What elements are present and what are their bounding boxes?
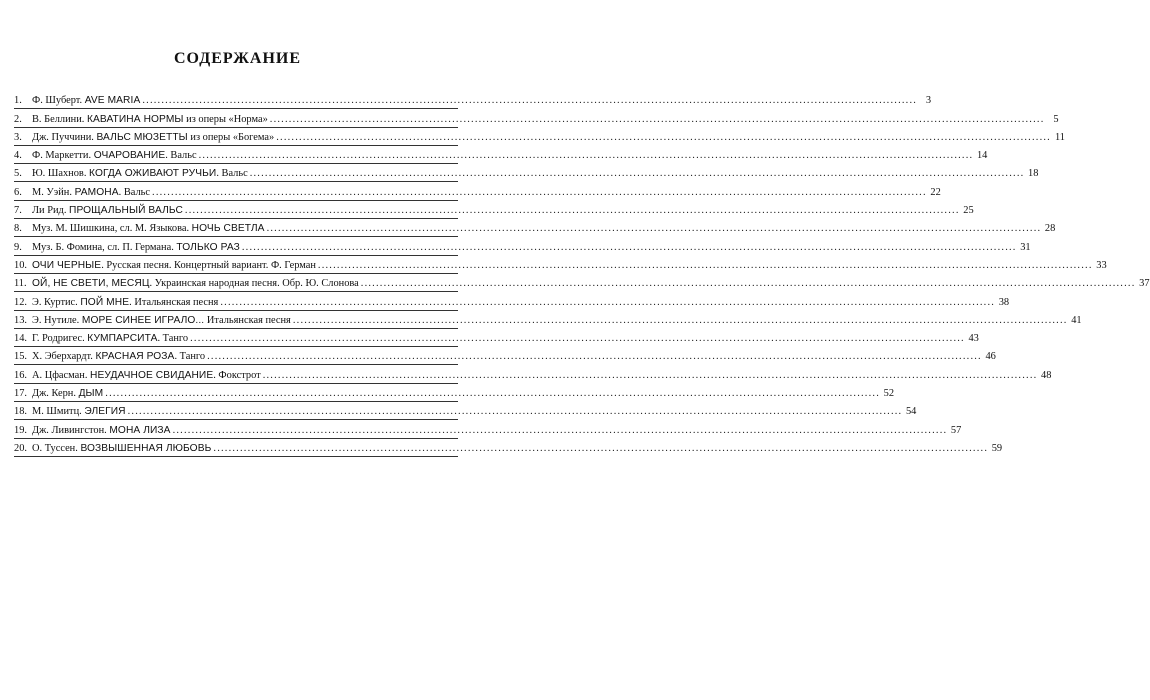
- toc-entry-leader-dots: ............................................................................................................................................................................................................: [262, 369, 1038, 381]
- toc-entry-work-title: ОЧАРОВАНИЕ: [93, 150, 166, 162]
- toc-entry-text: [32, 205, 183, 217]
- toc-entry-text: [32, 425, 171, 437]
- toc-entry-19: [14, 420, 962, 438]
- toc-entry-page-number: 46: [985, 351, 996, 363]
- toc-entry-composer: О. Туссен.: [32, 442, 81, 454]
- toc-entry-page-number: 37: [1139, 278, 1150, 290]
- toc-entry-page-number: 41: [1071, 314, 1082, 326]
- toc-entry-8: [14, 219, 1056, 237]
- toc-entry-18: [14, 402, 917, 420]
- toc-entry-work-title: ПРОЩАЛЬНЫЙ ВАЛЬС: [69, 205, 183, 217]
- toc-entry-5: [14, 164, 1039, 182]
- toc-entry-work-title: AVE MARIA: [84, 95, 141, 107]
- toc-entry-page-number: 3: [925, 95, 932, 107]
- toc-entry-description: . Итальянская песня: [129, 296, 219, 308]
- toc-entry-leader-dots: ............................................................................................................................................................................................................: [213, 442, 989, 454]
- toc-entry-work-title: МОРЕ СИНЕЕ ИГРАЛО...: [81, 314, 205, 326]
- toc-entry-work-title: КРАСНАЯ РОЗА: [95, 351, 175, 363]
- toc-entry-text: [32, 297, 218, 309]
- toc-entry-work-title: ПОЙ МНЕ: [80, 296, 130, 308]
- toc-entry-work-title: НОЧЬ СВЕТЛА: [191, 223, 265, 235]
- toc-entry-2: [14, 109, 1059, 127]
- toc-entry-description: . Танго: [174, 351, 206, 363]
- toc-entry-leader-dots: ............................................................................................................................................................................................................: [190, 333, 965, 345]
- toc-entry-number: 5.: [14, 168, 22, 180]
- toc-entry-text: [32, 168, 248, 180]
- toc-entry-3: [14, 128, 1065, 146]
- toc-entry-number: 7.: [14, 205, 22, 217]
- toc-entry-7: [14, 201, 974, 219]
- toc-entry-description: . Танго: [157, 333, 189, 345]
- toc-entry-page-number: 18: [1028, 168, 1039, 180]
- toc-entry-leader-dots: ............................................................................................................................................................................................................: [276, 131, 1051, 143]
- toc-entry-work-title: ВАЛЬС МЮЗЕТТЫ: [96, 131, 188, 143]
- toc-entry-6: [14, 182, 941, 200]
- toc-entry-page-number: 14: [976, 150, 988, 162]
- toc-entry-leader-dots: ............................................................................................................................................................................................................: [184, 205, 960, 217]
- toc-entry-page-number: 28: [1044, 223, 1056, 235]
- toc-entry-leader-dots: ............................................................................................................................................................................................................: [249, 168, 1025, 180]
- toc-entry-composer: Ф. Шуберт.: [32, 95, 85, 107]
- toc-entry-composer: Ю. Шахнов.: [32, 168, 90, 180]
- toc-entry-number: 19.: [14, 424, 27, 436]
- toc-entry-leader-dots: ............................................................................................................................................................................................................: [207, 351, 982, 363]
- toc-entry-number: 3.: [14, 131, 22, 143]
- toc-entry-number: 17.: [14, 388, 27, 400]
- toc-entry-page-number: 25: [963, 205, 974, 217]
- toc-entry-number: 11.: [14, 278, 27, 290]
- toc-entry-11: [14, 274, 1150, 292]
- toc-entry-page-number: 33: [1096, 259, 1107, 271]
- toc-entry-text: [32, 315, 291, 327]
- toc-entry-number: 13.: [14, 314, 27, 326]
- toc-entry-leader-dots: ............................................................................................................................................................................................................: [269, 113, 1045, 125]
- toc-entry-text: [32, 333, 188, 345]
- toc-entry-description: . Украинская народная песня. Обр. Ю. Слонова: [149, 278, 359, 290]
- toc-entry-text: [32, 278, 359, 290]
- toc-entry-number: 10.: [14, 259, 27, 271]
- toc-entry-description: . Вальс: [216, 168, 248, 180]
- toc-entry-work-title: РАМОНА: [74, 186, 119, 198]
- toc-entry-14: [14, 329, 979, 347]
- toc-entry-page-number: 22: [930, 186, 941, 198]
- toc-entry-9: [14, 237, 1031, 255]
- toc-entry-work-title: КУМПАРСИТА: [87, 333, 158, 345]
- toc-entry-description: . Вальс: [118, 186, 151, 198]
- toc-entry-text: [32, 406, 126, 418]
- toc-entry-composer: Ли Рид.: [32, 205, 70, 217]
- toc-entry-15: [14, 347, 996, 365]
- toc-entry-number: 8.: [14, 223, 22, 235]
- toc-entry-text: [32, 150, 197, 162]
- toc-entry-page-number: 31: [1020, 241, 1031, 253]
- toc-entry-work-title: ОЧИ ЧЕРНЫЕ: [32, 259, 102, 271]
- toc-entry-text: [32, 443, 211, 455]
- toc-entry-composer: М. Шмитц.: [32, 406, 85, 418]
- page-title: СОДЕРЖАНИЕ: [173, 50, 302, 67]
- toc-entry-number: 20.: [14, 442, 27, 454]
- toc-entry-leader-dots: ............................................................................................................................................................................................................: [360, 278, 1136, 290]
- toc-entry-description: . Русская песня. Концертный вариант. Ф. Герман: [101, 259, 316, 271]
- toc-entry-number: 9.: [14, 241, 22, 253]
- toc-entry-description: из оперы «Богема»: [187, 131, 275, 143]
- toc-entry-number: 6.: [14, 186, 22, 198]
- toc-entry-text: [32, 95, 140, 107]
- toc-entry-work-title: КОГДА ОЖИВАЮТ РУЧЬИ: [89, 168, 217, 180]
- toc-entry-description: . Вальс: [165, 150, 197, 162]
- toc-entry-number: 2.: [14, 113, 22, 125]
- toc-entry-composer: Дж. Керн.: [32, 388, 79, 400]
- toc-entry-text: [32, 388, 103, 400]
- toc-entry-text: [32, 351, 205, 363]
- toc-entry-leader-dots: ............................................................................................................................................................................................................: [198, 150, 974, 162]
- toc-entry-composer: Муз. Б. Фомина, сл. П. Германа.: [32, 241, 177, 253]
- toc-entry-leader-dots: ............................................................................................................................................................................................................: [266, 223, 1042, 235]
- toc-entry-leader-dots: ............................................................................................................................................................................................................: [152, 186, 927, 198]
- toc-entry-composer: В. Беллини.: [32, 113, 87, 125]
- toc-entry-text: [32, 260, 316, 272]
- toc-entry-composer: Муз. М. Шишкина, сл. М. Языкова.: [32, 223, 192, 235]
- toc-entry-work-title: МОНА ЛИЗА: [109, 424, 171, 436]
- toc-entry-work-title: КАВАТИНА НОРМЫ: [86, 113, 184, 125]
- toc-entry-leader-dots: ............................................................................................................................................................................................................: [220, 296, 996, 308]
- toc-entry-leader-dots: ............................................................................................................................................................................................................: [105, 388, 881, 400]
- toc-entry-13: [14, 311, 1082, 329]
- toc-entry-work-title: ВОЗВЫШЕННАЯ ЛЮБОВЬ: [80, 442, 212, 454]
- toc-entry-page-number: 54: [905, 406, 917, 418]
- toc-entry-page-number: 48: [1041, 369, 1052, 381]
- toc-entry-work-title: ДЫМ: [78, 388, 104, 400]
- toc-entry-work-title: ТОЛЬКО РАЗ: [176, 241, 240, 253]
- toc-entry-description: Итальянская песня: [204, 314, 291, 326]
- toc-entry-12: [14, 292, 1010, 310]
- toc-entry-number: 15.: [14, 351, 27, 363]
- toc-entry-text: [32, 114, 268, 126]
- toc-entry-description: из оперы «Норма»: [183, 113, 268, 125]
- toc-entry-leader-dots: ............................................................................................................................................................................................................: [317, 259, 1093, 271]
- toc-entry-20: [14, 439, 1003, 457]
- toc-entry-page-number: 11: [1054, 131, 1065, 143]
- toc-entry-number: 1.: [14, 95, 22, 107]
- toc-entry-composer: М. Уэйн.: [32, 186, 75, 198]
- toc-entry-composer: Дж. Ливингстон.: [32, 424, 110, 436]
- toc-entry-number: 12.: [14, 296, 27, 308]
- toc-entry-work-title: ЭЛЕГИЯ: [84, 406, 126, 418]
- toc-entry-number: 16.: [14, 369, 27, 381]
- toc-entry-composer: Х. Эберхардт.: [32, 351, 96, 363]
- toc-entry-leader-dots: ............................................................................................................................................................................................................: [172, 424, 948, 436]
- table-of-contents: [14, 91, 1150, 457]
- toc-entry-leader-dots: ............................................................................................................................................................................................................: [127, 406, 903, 418]
- toc-entry-text: [32, 242, 240, 254]
- toc-entry-4: [14, 146, 988, 164]
- toc-entry-number: 14.: [14, 333, 27, 345]
- toc-entry-text: [32, 132, 274, 144]
- toc-entry-composer: Ф. Маркетти.: [32, 150, 94, 162]
- toc-entry-16: [14, 365, 1052, 383]
- toc-entry-page-number: 38: [998, 296, 1010, 308]
- toc-entry-composer: Э. Нутиле.: [32, 314, 82, 326]
- toc-entry-leader-dots: ............................................................................................................................................................................................................: [241, 241, 1017, 253]
- toc-entry-page-number: 59: [991, 442, 1003, 454]
- toc-entry-text: [32, 187, 150, 199]
- toc-entry-leader-dots: ............................................................................................................................................................................................................: [142, 95, 918, 107]
- toc-entry-page-number: 5: [1053, 113, 1059, 125]
- toc-entry-1: [14, 91, 932, 109]
- toc-entry-page-number: 57: [950, 424, 962, 436]
- toc-entry-work-title: НЕУДАЧНОЕ СВИДАНИЕ: [90, 369, 214, 381]
- toc-entry-page-number: 43: [968, 333, 979, 345]
- toc-entry-composer: Дж. Пуччини.: [32, 131, 97, 143]
- toc-entry-page-number: 52: [883, 388, 895, 400]
- toc-entry-17: [14, 384, 895, 402]
- toc-entry-leader-dots: ............................................................................................................................................................................................................: [292, 314, 1068, 326]
- toc-entry-composer: Г. Родригес.: [32, 333, 88, 345]
- toc-entry-work-title: ОЙ, НЕ СВЕТИ, МЕСЯЦ: [32, 278, 150, 290]
- toc-entry-number: 18.: [14, 406, 27, 418]
- toc-entry-composer: Э. Куртис.: [32, 296, 81, 308]
- toc-entry-10: [14, 256, 1107, 274]
- toc-entry-text: [32, 370, 261, 382]
- toc-entry-number: 4.: [14, 150, 22, 162]
- toc-entry-text: [32, 223, 265, 235]
- toc-entry-composer: А. Цфасман.: [32, 369, 91, 381]
- toc-entry-description: . Фокстрот: [213, 369, 261, 381]
